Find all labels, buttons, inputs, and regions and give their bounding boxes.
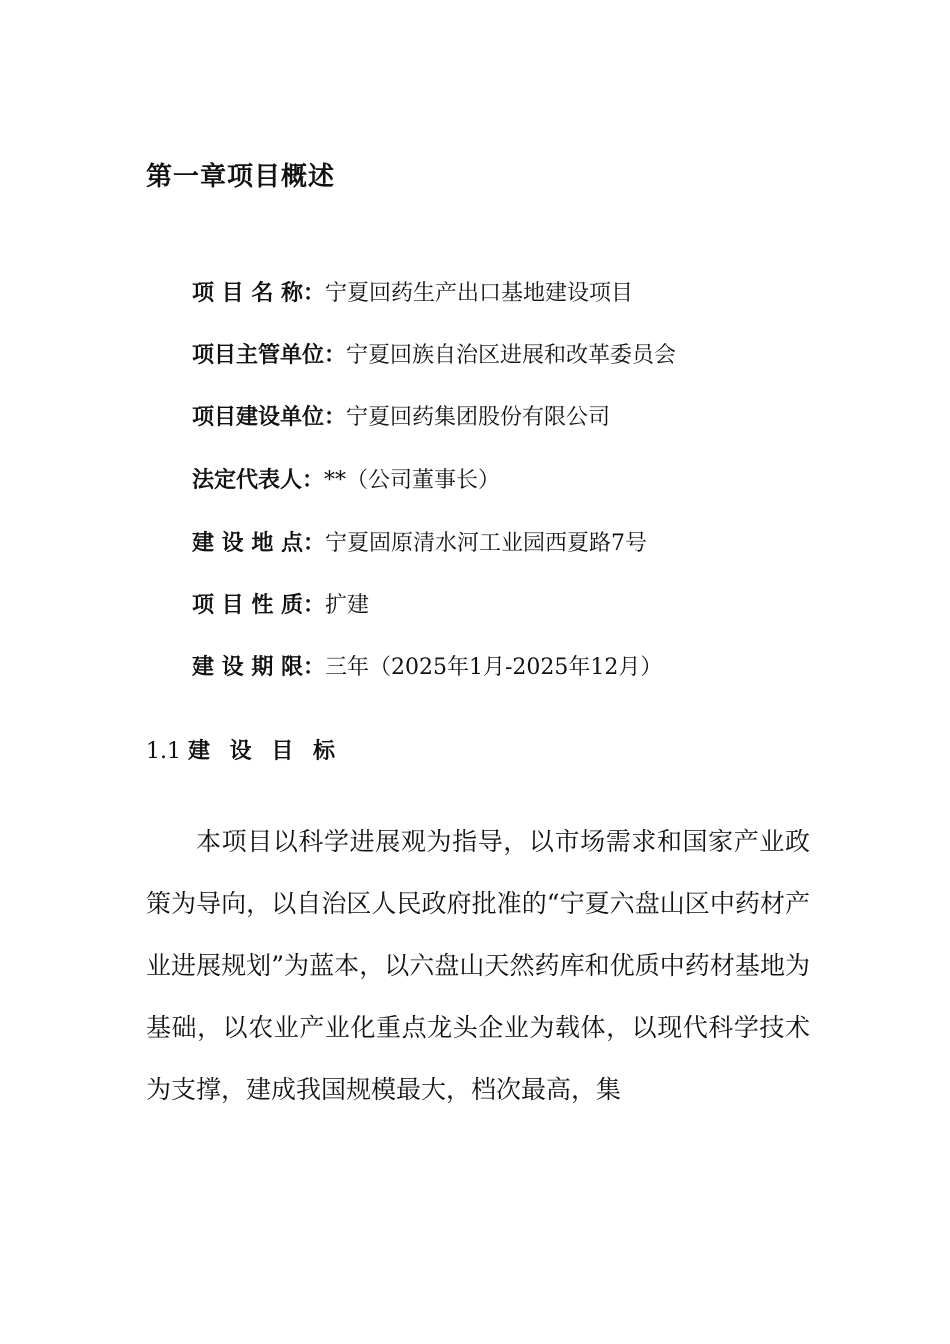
info-value: 宁夏回族自治区进展和改革委员会 <box>346 343 677 368</box>
info-label: 法定代表人： <box>192 468 325 493</box>
info-label: 建 设 期 限： <box>192 655 325 680</box>
info-label: 项 目 性 质： <box>192 593 325 618</box>
info-row-project-name <box>192 279 633 309</box>
info-label: 项目建设单位： <box>192 405 347 430</box>
chapter-title: 第一章项目概述 <box>146 162 336 192</box>
info-label: 建 设 地 点： <box>192 531 325 556</box>
info-value: 宁夏回药生产出口基地建设项目 <box>324 281 633 306</box>
info-value: 宁夏固原清水河工业园西夏路7号 <box>324 531 647 556</box>
info-value: 宁夏回药集团股份有限公司 <box>346 405 611 430</box>
info-row-nature <box>192 591 369 621</box>
info-label: 项 目 名 称： <box>192 281 325 306</box>
body-paragraph <box>146 811 810 1121</box>
paragraph-text: 本项目以科学进展观为指导，以市场需求和国家产业政策为导向，以自治区人民政府批准的“宁夏六盘山区中药材产业进展规划”为蓝本，以六盘山天然药库和优质中药材基地为基础，以农业产业化重点龙头企业为载体，以现代科学技术为支撑，建成我国规模最大，档次最高，集 <box>146 827 810 1104</box>
info-value: 三年（2025年1月-2025年12月） <box>324 655 663 680</box>
info-row-period <box>192 653 662 683</box>
section-title-text: 建 设 目 标 <box>188 739 341 764</box>
info-row-supervising-unit <box>192 341 676 371</box>
info-label: 项目主管单位： <box>192 343 347 368</box>
info-value: 扩建 <box>324 593 369 618</box>
section-number: 1.1 <box>146 739 181 764</box>
section-heading <box>146 737 341 767</box>
info-row-construction-unit <box>192 403 610 433</box>
info-value: **（公司董事长） <box>324 468 501 493</box>
info-row-location <box>192 529 647 559</box>
info-row-legal-representative <box>192 466 500 496</box>
